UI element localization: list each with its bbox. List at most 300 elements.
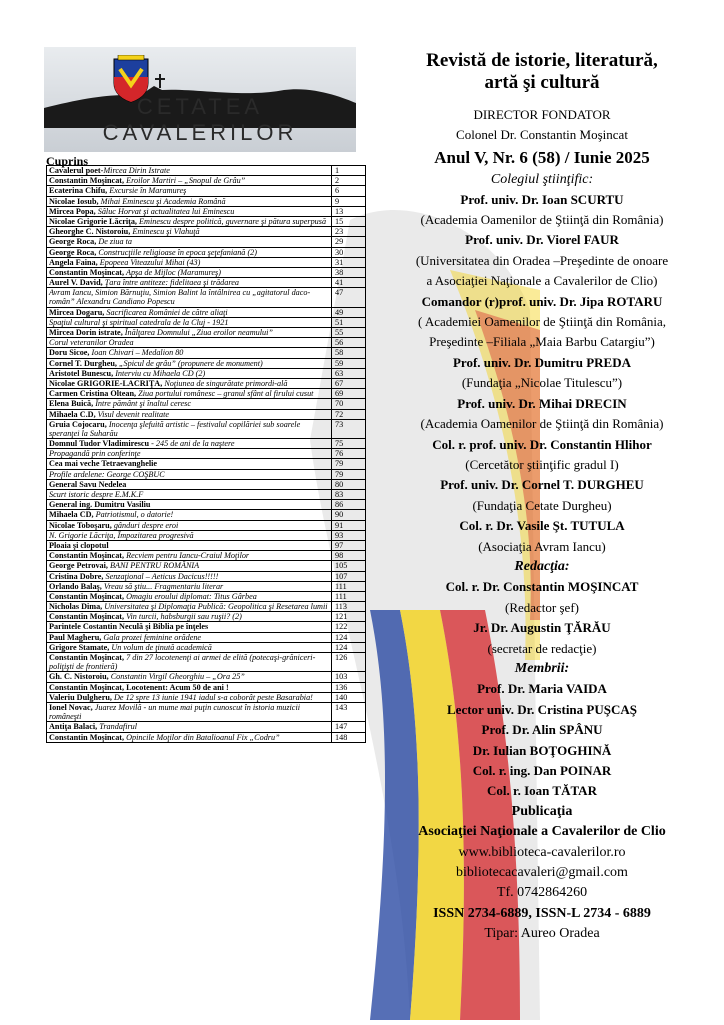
toc-entry [47, 520, 332, 530]
editorial-member: Prof. Dr. Alin SPÂNU [481, 722, 603, 738]
toc-row [47, 682, 366, 692]
toc-entry [47, 348, 332, 358]
college-member-name: Prof. univ. Dr. Mihai DRECIN [457, 395, 627, 411]
toc-page-number: 80 [332, 479, 366, 489]
toc-entry [47, 682, 332, 692]
toc-author: Mihaela CD, [49, 510, 94, 520]
toc-entry [47, 409, 332, 419]
toc-row [47, 389, 366, 399]
toc-page-number: 97 [332, 540, 366, 550]
toc-title: Propagandă prin conferinţe [49, 449, 141, 459]
toc-row [47, 206, 366, 216]
toc-row [47, 612, 366, 622]
toc-page-number: 56 [332, 338, 366, 348]
toc-row [47, 227, 366, 237]
toc-title: Sâluc Horvat şi actualitatea lui Eminescu [95, 206, 235, 216]
toc-page-number: 6 [332, 186, 366, 196]
college-member-org: ( Academiei Oamenilor de Ştiinţă din România, [417, 314, 667, 330]
toc-title: Între pământ şi înaltul ceresc [93, 399, 191, 409]
members-label: Membrii: [514, 660, 570, 676]
toc-page-number: 72 [332, 409, 366, 419]
toc-page-number: 73 [332, 419, 366, 438]
toc-heading: Cuprins [46, 154, 89, 168]
college-member-org: (Asociaţia Avram Iancu) [478, 538, 606, 554]
chief-name: Col. r. Dr. Constantin MOŞINCAT [445, 579, 639, 595]
toc-entry [47, 439, 332, 449]
website-link[interactable]: www.biblioteca-cavalerilor.ro [458, 844, 626, 860]
toc-entry [47, 469, 332, 479]
toc-author: Valeriu Dulgheru, [49, 692, 112, 702]
toc-entry [47, 328, 332, 338]
college-label: Colegiul ştiinţific: [490, 171, 594, 187]
toc-row [47, 551, 366, 561]
toc-row [47, 622, 366, 632]
toc-entry [47, 561, 332, 571]
toc-page-number: 86 [332, 500, 366, 510]
toc-row [47, 409, 366, 419]
toc-entry [47, 176, 332, 186]
toc-author: Cea mai veche Tetraevanghelie [49, 459, 158, 469]
toc-author: Antiţa Balaci, [49, 722, 98, 732]
toc-entry [47, 642, 332, 652]
toc-page-number: 124 [332, 642, 366, 652]
toc-row [47, 510, 366, 520]
toc-table [46, 165, 366, 743]
toc-page-number: 58 [332, 348, 366, 358]
toc-entry [47, 622, 332, 632]
toc-author: Nicolae Toboşaru, [49, 520, 112, 530]
college-member-org: (Academia Oamenilor de Ştiinţă din România) [420, 212, 664, 228]
toc-author: Mircea Dogaru, [49, 307, 105, 317]
toc-author: Ionel Novac, [49, 702, 93, 712]
magazine-title: Revistă de istorie, literatură, artă şi cultură [426, 50, 658, 94]
toc-entry [47, 732, 332, 742]
toc-page-number: 83 [332, 490, 366, 500]
toc-entry [47, 591, 332, 601]
toc-entry [47, 307, 332, 317]
toc-author: Constantin Moşincat, [49, 551, 125, 561]
logo-title: CETATEA CAVALERILOR [102, 94, 298, 145]
toc-page-number: 107 [332, 571, 366, 581]
toc-title: Constantin Virgil Gheorghiu – „Ora 25” [108, 672, 245, 682]
toc-row [47, 257, 366, 267]
toc-row [47, 540, 366, 550]
toc-row [47, 307, 366, 317]
publisher: Asociaţiei Naţionale a Cavalerilor de Clio [418, 824, 666, 840]
toc-entry [47, 551, 332, 561]
toc-title: Trandafirul [97, 722, 138, 732]
toc-title: Eminescu despre politică, guvernare şi pătura superpusă [136, 216, 327, 226]
toc-entry [47, 419, 332, 438]
toc-author: Nicolae Iosub, [49, 196, 99, 206]
toc-page-number: 70 [332, 399, 366, 409]
toc-author: General ing. Dumitru Vasiliu [49, 500, 151, 510]
toc-title: Juarez Movilă - un mume mai puţin cunoscut în istoria muzicii româneşti [49, 702, 300, 722]
toc-page-number: 13 [332, 206, 366, 216]
toc-author: Angela Faina, [49, 257, 98, 267]
toc-title: „Spicul de grâu” (propunere de monument) [116, 358, 263, 368]
college-member-name: Prof. univ. Dr. Ioan SCURTU [460, 191, 624, 207]
toc-page-number: 148 [332, 732, 366, 742]
toc-row [47, 278, 366, 288]
toc-page-number: 59 [332, 358, 366, 368]
toc-author: Gheorghe C. Nistoroiu, [49, 227, 131, 237]
toc-row [47, 358, 366, 368]
toc-title: De 12 spre 13 iunie 1941 iadul s-a coborât peste Basarabia! [111, 692, 313, 702]
toc-title: Apşa de Mijloc (Maramureş) [124, 267, 221, 277]
toc-entry [47, 490, 332, 500]
toc-title: Scurt istoric despre E.M.K.F [49, 490, 144, 499]
toc-title: Mihai Eminescu şi Academia Română [98, 196, 226, 206]
toc-page-number: 75 [332, 439, 366, 449]
toc-row [47, 186, 366, 196]
toc-author: Domnul Tudor Vladimirescu [49, 439, 150, 449]
printer: Tipar: Aureo Oradea [484, 926, 600, 942]
college-member-name: Prof. univ. Dr. Dumitru PREDA [452, 354, 632, 370]
toc-row [47, 399, 366, 409]
college-member-org: (Universitatea din Oradea –Preşedinte de onoare [415, 252, 669, 268]
toc-entry [47, 612, 332, 622]
toc-entry [47, 571, 332, 581]
toc-entry [47, 186, 332, 196]
toc-row [47, 328, 366, 338]
toc-author: Constantin Moşincat, [49, 591, 125, 601]
toc-title: Spaţiul cultural şi spiritual catedrala de la Cluj - 1921 [49, 317, 229, 327]
toc-title: Vin turcii, habsburgii sau ruşii? (2) [124, 612, 242, 622]
toc-author: George Petrovai, [49, 561, 108, 571]
toc-row [47, 237, 366, 247]
toc-author: Ploaia şi clopotul [49, 540, 109, 550]
toc-row [47, 571, 366, 581]
toc-row [47, 672, 366, 682]
toc-title: gânduri despre eroi [111, 520, 179, 530]
editorial-member: Dr. Iulian BOŢOGHINĂ [472, 742, 612, 758]
toc-row [47, 591, 366, 601]
toc-title: Construcţiile religioase în epoca şeţefaniană (2) [96, 247, 257, 257]
toc-entry [47, 722, 332, 732]
toc-title: Interviu cu Mihaela CD (2) [113, 368, 206, 378]
toc-author: George Roca, [49, 247, 97, 257]
toc-page-number: 147 [332, 722, 366, 732]
toc-title: Profile ardelene: George COŞBUC [49, 469, 165, 479]
toc-row [47, 530, 366, 540]
toc-entry [47, 358, 332, 368]
toc-title: Gala prozei feminine orădene [101, 632, 202, 642]
toc-page-number: 76 [332, 449, 366, 459]
toc-entry [47, 540, 332, 550]
college-member-org: (Fundaţia „Nicolae Titulescu”) [461, 375, 623, 391]
toc-page-number: 63 [332, 368, 366, 378]
toc-entry [47, 399, 332, 409]
toc-page-number: 67 [332, 378, 366, 388]
toc-page-number: 49 [332, 307, 366, 317]
toc-page-number: 69 [332, 389, 366, 399]
toc-entry [47, 166, 332, 176]
toc-page-number: 38 [332, 267, 366, 277]
toc-page-number: 111 [332, 591, 366, 601]
editorial-member: Col. r. Ioan TĂTAR [487, 783, 597, 799]
toc-page-number: 29 [332, 237, 366, 247]
toc-row [47, 459, 366, 469]
editorial-member: Lector univ. Dr. Cristina PUŞCAŞ [447, 701, 637, 717]
editorial-member: Col. r. ing. Dan POINAR [472, 763, 612, 778]
toc-title: Avram Iancu, Simion Bărnuţiu, Simion Balint la întâlnirea cu „agitatorul daco-român” Alexandru Candiano Popescu [49, 288, 311, 307]
toc-title: Senzaţional – Aeticus Dacicus!!!!! [103, 571, 219, 581]
toc-entry [47, 479, 332, 489]
toc-row [47, 642, 366, 652]
magazine-logo [44, 47, 356, 152]
toc-entry [47, 632, 332, 642]
toc-page-number: 103 [332, 672, 366, 682]
toc-page-number: 30 [332, 247, 366, 257]
editorial-member: Prof. Dr. Maria VAIDA [477, 681, 607, 697]
toc-entry [47, 389, 332, 399]
toc-title: BANI PENTRU ROMÂNIA [107, 561, 200, 571]
director-name: Colonel Dr. Constantin Moşincat [456, 127, 628, 143]
toc-row [47, 602, 366, 612]
toc-author: Ecaterina Chifu, [49, 186, 108, 196]
toc-page-number: 79 [332, 469, 366, 479]
toc-row [47, 288, 366, 307]
toc-row [47, 176, 366, 186]
toc-title: Vreau să ştiu... Fragmentariu literar [101, 581, 224, 591]
toc-entry [47, 530, 332, 540]
toc-title: Ţara între antiteze: fidelitaea şi trădarea [102, 278, 239, 288]
toc-entry [47, 196, 332, 206]
toc-title: De ziua ta [96, 237, 133, 247]
toc-author: Nicholas Dima, [49, 602, 103, 612]
toc-row [47, 702, 366, 721]
college-member-name: Prof. univ. Dr. Viorel FAUR [465, 232, 619, 248]
college-member-name: Col. r. Dr. Vasile Şt. TUTULA [459, 518, 625, 534]
toc-entry [47, 653, 332, 672]
toc-author: Constantin Moşincat, [49, 612, 125, 622]
toc-author: Gh. C. Nistoroiu, [49, 672, 109, 682]
toc-entry [47, 338, 332, 348]
toc-page-number: 98 [332, 551, 366, 561]
toc-row [47, 561, 366, 571]
toc-entry [47, 278, 332, 288]
issn: ISSN 2734-6889, ISSN-L 2734 - 6889 [433, 905, 651, 921]
toc-page-number: 9 [332, 196, 366, 206]
toc-title: Eminescu şi Vlahuţă [130, 227, 200, 237]
toc-page-number: 51 [332, 317, 366, 327]
toc-page-number: 90 [332, 510, 366, 520]
toc-title: N. Grigorie Lăcriţa, Împozitarea progresivă [49, 530, 194, 540]
toc-page-number: 91 [332, 520, 366, 530]
college-member-org: a Asociaţiei Naţionale a Cavalerilor de Clio) [426, 273, 658, 289]
toc-author: Elena Buică, [49, 399, 94, 409]
toc-row [47, 378, 366, 388]
toc-page-number: 41 [332, 278, 366, 288]
toc-entry [47, 216, 332, 226]
toc-title: Opincile Moţilor din Batalioanul Fix „Codru” [124, 732, 280, 742]
toc-page-number: 124 [332, 632, 366, 642]
toc-row [47, 419, 366, 438]
toc-page-number: 143 [332, 702, 366, 721]
toc-title: Ziua portului românesc – granul sfânt al firului cusut [136, 389, 314, 399]
toc-page-number: 122 [332, 622, 366, 632]
toc-author: Doru Sicoe, [49, 348, 90, 358]
college-member-org: (Fundaţia Cetate Durgheu) [472, 497, 612, 513]
publication-label: Publicaţia [511, 803, 573, 819]
toc-row [47, 653, 366, 672]
toc-author: Parintele Costantin Neculă şi Biblia pe înţeles [49, 622, 209, 632]
director-label: DIRECTOR FONDATOR [473, 106, 611, 122]
toc-title: 7 din 27 locotenenţi ai armei de elită (potecaşi-grăniceri-poliţişti de frontieră) [49, 653, 316, 672]
toc-row [47, 439, 366, 449]
email-link[interactable]: bibliotecacavaleri@gmail.com [456, 865, 628, 881]
toc-author: Constantin Moşincat, [49, 732, 125, 742]
college-member-name: Comandor (r)prof. univ. Dr. Jipa ROTARU [421, 293, 663, 309]
toc-title: Omagiu eroului diplomat: Titus Gârbea [124, 591, 257, 601]
toc-row [47, 500, 366, 510]
toc-row [47, 692, 366, 702]
toc-title: Un volum de ţinută academică [109, 642, 212, 652]
toc-author: Constantin Moşincat, [49, 267, 125, 277]
toc-page-number: 93 [332, 530, 366, 540]
toc-title: Mircea Dirin Istrate [103, 166, 170, 175]
toc-entry [47, 227, 332, 237]
toc-author: Constantin Moşincat, [49, 176, 125, 186]
toc-author: Cornel T. Durgheu, [49, 358, 117, 368]
college-member-name: Prof. univ. Dr. Cornel T. DURGHEU [440, 477, 644, 493]
toc-title: Noţiunea de singurătate primordi-ală [162, 378, 288, 388]
toc-title: Excursie în Maramureş [107, 186, 187, 196]
toc-entry [47, 267, 332, 277]
toc-author: Cristina Dobre, [49, 571, 104, 581]
toc-author: George Roca, [49, 237, 97, 247]
toc-row [47, 368, 366, 378]
toc-title: Inocenţa şlefuită artistic – festivalul copilăriei sub soarele speranţei la Suharău [49, 419, 301, 438]
toc-page-number: 55 [332, 328, 366, 338]
toc-author: Nicolae Grigorie Lăcriţa, [49, 216, 137, 226]
toc-author: Mircea Dorin istrate, [49, 328, 123, 337]
toc-row [47, 732, 366, 742]
toc-title: - 245 de ani de la naştere [149, 439, 235, 449]
toc-entry [47, 459, 332, 469]
toc-author: Nicolae GRIGORIE-LACRIŢA, [49, 378, 163, 388]
toc-page-number: 2 [332, 176, 366, 186]
toc-title: Ioan Chivari – Medalion 80 [89, 348, 184, 358]
toc-author: Mircea Popa, [49, 206, 96, 216]
toc-page-number: 121 [332, 612, 366, 622]
toc-author: Gruia Cojocaru, [49, 419, 107, 429]
toc-row [47, 247, 366, 257]
toc-entry [47, 449, 332, 459]
chief-role: (Redactor şef) [505, 599, 579, 615]
toc-page-number: 111 [332, 581, 366, 591]
toc-page-number: 140 [332, 692, 366, 702]
toc-entry [47, 257, 332, 267]
toc-author: Constantin Moşincat, [49, 653, 125, 662]
toc-entry [47, 702, 332, 721]
toc-entry [47, 317, 332, 327]
toc-author: Mihaela C.D, [49, 409, 96, 419]
toc-row [47, 469, 366, 479]
toc-title: Corul veteranilor Oradea [49, 338, 134, 348]
toc-entry [47, 602, 332, 612]
toc-entry [47, 206, 332, 216]
college-member-name: Col. r. prof. univ. Dr. Constantin Hlihor [432, 436, 652, 452]
toc-page-number: 79 [332, 459, 366, 469]
toc-page-number: 23 [332, 227, 366, 237]
college-member-org: Preşedinte –Filiala „Maia Barbu Catargiu”) [429, 334, 655, 350]
toc-row [47, 267, 366, 277]
toc-row [47, 479, 366, 489]
toc-entry [47, 692, 332, 702]
college-member-org: (Cercetător ştiinţific gradul I) [465, 456, 619, 472]
toc-entry [47, 581, 332, 591]
toc-title: Epopeea Viteazului Mihai (43) [97, 257, 201, 267]
toc-title: Recviem pentru Iancu-Craiul Moţilor [124, 551, 250, 561]
toc-author: Aurel V. David, [49, 278, 103, 288]
toc-title: Patriotismul, o datorie! [93, 510, 174, 520]
toc-author: General Savu Nedelea [49, 479, 127, 489]
toc-page-number: 31 [332, 257, 366, 267]
phone: Tf. 0742864260 [496, 885, 588, 901]
toc-author: Grigore Stamate, [49, 642, 110, 652]
toc-entry [47, 237, 332, 247]
editorial-label: Redacţia: [514, 558, 570, 574]
toc-entry [47, 288, 332, 307]
toc-author: Orlando Balaş, [49, 581, 102, 591]
toc-title: Visul devenit realitate [95, 409, 170, 419]
toc-row [47, 581, 366, 591]
secretary-role: (secretar de redacţie) [487, 640, 597, 656]
toc-row [47, 216, 366, 226]
toc-author: Carmen Cristina Oltean, [49, 389, 137, 399]
toc-entry [47, 500, 332, 510]
toc-author: Aristotel Bunescu, [49, 368, 114, 378]
toc-row [47, 348, 366, 358]
toc-page-number: 126 [332, 653, 366, 672]
toc-entry [47, 378, 332, 388]
issue-number: Anul V, Nr. 6 (58) / Iunie 2025 [434, 147, 650, 167]
toc-entry [47, 368, 332, 378]
masthead [360, 48, 724, 945]
toc-page-number: 47 [332, 288, 366, 307]
toc-row [47, 166, 366, 176]
members-list [360, 679, 724, 801]
toc-title: Universitatea şi Diplomaţia Publică: Geopolitica şi Resetarea lumii [102, 602, 328, 612]
toc-row [47, 722, 366, 732]
toc-title: Sacrificarea României de către aliaţi [104, 307, 228, 317]
toc-page-number: 15 [332, 216, 366, 226]
toc-page-number: 105 [332, 561, 366, 571]
toc-row [47, 196, 366, 206]
toc-page-number: 113 [332, 602, 366, 612]
toc-row [47, 338, 366, 348]
college-list [360, 190, 724, 557]
toc-author: Constantin Moşincat, Locotenent: Acum 50 de ani ! [49, 682, 229, 692]
college-member-org: (Academia Oamenilor de Ştiinţă din România) [420, 416, 664, 432]
toc-entry [47, 247, 332, 257]
toc-row [47, 490, 366, 500]
toc-row [47, 449, 366, 459]
toc-title: Eroilor Martiri – „Snopul de Grâu” [124, 176, 246, 186]
toc-entry [47, 672, 332, 682]
toc-row [47, 632, 366, 642]
toc-author: Cavalerul poet- [49, 166, 104, 175]
toc-title: Înălţarea Domnului „Ziua eroilor neamului” [122, 328, 273, 337]
toc-entry [47, 510, 332, 520]
toc-page-number: 136 [332, 682, 366, 692]
toc-author: Paul Magheru, [49, 632, 102, 642]
toc-page-number: 1 [332, 166, 366, 176]
toc-row [47, 317, 366, 327]
secretary-name: Jr. Dr. Augustin ŢĂRĂU [473, 620, 611, 636]
